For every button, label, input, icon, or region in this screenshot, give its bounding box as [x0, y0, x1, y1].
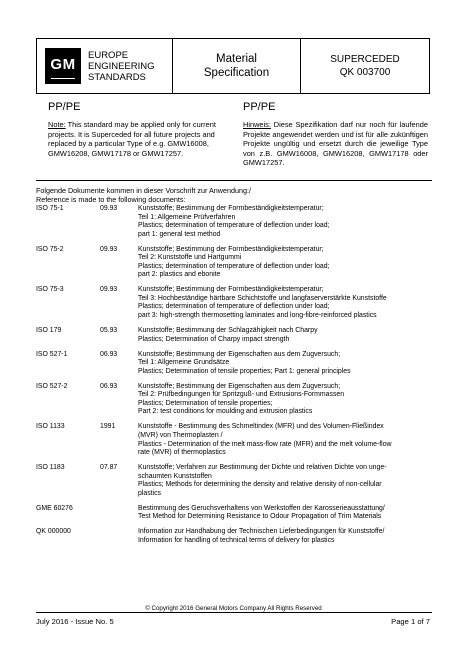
issue-info: July 2016 - Issue No. 5 [36, 617, 114, 626]
document-date: 09.93 [100, 286, 118, 294]
header-status-cell [301, 39, 429, 93]
document-description [138, 286, 436, 320]
document-date: 1991 [100, 423, 116, 431]
description-line: schaumten Kunststoffen [138, 472, 212, 480]
document-date: 09.93 [100, 245, 118, 253]
description-line: Plastics; determination of temperature of deflection under load; [138, 262, 330, 270]
description-line: plastics [138, 489, 161, 497]
title-line: Material [216, 53, 257, 65]
description-line: Plastics; Determination of tensile properties; [138, 399, 273, 407]
document-row [36, 246, 436, 280]
description-line: part 3: high-strength thermosetting laminates and long-fibre-reinforced plastics [138, 312, 377, 320]
divider [36, 180, 432, 181]
reference-documents-list [36, 205, 436, 552]
document-date [100, 528, 138, 545]
description-line: part 2: plastics and ebonite [138, 271, 221, 279]
document-description [138, 351, 436, 377]
document-description [138, 528, 436, 545]
document-date: 06.93 [100, 350, 118, 358]
description-line: Teil 1: Allgemeine Prüfverfahren [138, 213, 236, 221]
document-date: 07.87 [100, 464, 118, 472]
document-description [138, 464, 436, 498]
description-line: Kunststoffe; Bestimmung der Formbeständigkeitstemperatur; [138, 205, 324, 212]
description-line: rate (MVR) of thermoplastics [138, 449, 226, 457]
description-line: Kunststoffe - Bestimmung des Schmeltindex (MFR) und des Volumen-Fließindex [138, 423, 384, 431]
description-line: Plastics; Methods for determining the density and relative density of non-cellular [138, 481, 382, 489]
description-line: Information zur Handhabung der Technischen Lieferbedingungen für Kunststoffe/ [138, 528, 385, 536]
document-description [138, 383, 436, 417]
header-box [36, 38, 430, 94]
gm-logo: GM [45, 48, 81, 84]
document-code: GME 60276 [36, 504, 73, 512]
document-row [36, 383, 436, 417]
description-line: Teil 3: Hochbeständige härtbare Schichtstoffe und langfaserverstärkte Kunststoffe [138, 294, 387, 302]
description-line: Plastics; Determination of Charpy impact strength [138, 335, 290, 343]
document-code: ISO 179 [36, 327, 62, 335]
description-line: Kunststoffe; Bestimmung der Eigenschaften aus dem Zugversuch; [138, 350, 341, 358]
intro-line: Folgende Dokumente kommen in dieser Vorschrift zur Anwendung:/ [36, 186, 251, 195]
description-line: Bestimmung des Geruchsverhaltens von Werkstoffen der Karosserieausstattung/ [138, 504, 385, 512]
description-line: Plastics - Determination of the melt mass-flow rate (MFR) and the melt volume-flow [138, 440, 392, 448]
document-code: ISO 75-1 [36, 205, 64, 212]
header-title-cell [173, 39, 301, 93]
note-en [48, 120, 220, 158]
description-line: Kunststoffe; Bestimmung der Eigenschaften aus dem Zugversuch; [138, 382, 341, 390]
description-line: Kunststoffe; Bestimmung der Schlagzähigkeit nach Charpy [138, 327, 318, 335]
note-text: This standard may be applied only for current projects. It is Superceded for all future projects and replaced by a particular Type of e.g. GMW16008, GMW16208, GMW17178 or GMW17257. [48, 120, 216, 158]
document-row [36, 205, 436, 239]
reference-intro [36, 186, 251, 205]
document-code: ISO 1183 [36, 464, 65, 472]
document-row [36, 528, 436, 545]
document-description [138, 327, 436, 344]
org-line: STANDARDS [88, 71, 146, 83]
description-line: Plastics; determination of temperature of deflection under load; [138, 222, 330, 230]
document-row [36, 505, 436, 522]
document-description [138, 246, 436, 280]
document-row [36, 327, 436, 344]
document-row [36, 351, 436, 377]
description-line: Kunststoffe; Verfahren zur Bestimmung der Dichte und relativen Dichte von unge- [138, 464, 387, 472]
description-line: Test Method for Determining Resistance to Odour Propagation of Trim Materials [138, 513, 382, 521]
note-label: Note: [48, 120, 66, 129]
document-code: ISO 527-1 [36, 350, 68, 358]
header-org-cell [37, 39, 173, 93]
description-line: Teil 1: Allgemeine Grundsätze [138, 359, 230, 367]
document-date: 05.93 [100, 327, 118, 335]
document-code: ISO 75-2 [36, 245, 64, 253]
document-row [36, 423, 436, 457]
document-description [138, 205, 436, 239]
document-date: 06.93 [100, 382, 118, 390]
description-line: Teil 2: Kunststoffe und Hartgummi [138, 254, 242, 262]
org-name [88, 50, 155, 83]
copyright: © Copyright 2016 General Motors Company All Rights Reserved [145, 605, 322, 612]
status-line: QK 003700 [339, 67, 391, 78]
document-row [36, 464, 436, 498]
org-line: EUROPE [88, 49, 129, 61]
note-de [243, 120, 428, 168]
description-line: Kunststoffe; Bestimmung der Formbeständigkeitstemperatur; [138, 286, 324, 294]
description-line: part 1: general test method [138, 230, 221, 238]
status-line: SUPERCEDED [330, 54, 400, 65]
material-code-de: PP/PE [243, 101, 276, 113]
description-line: Information for handling of technical terms of delivery for plastics [138, 537, 335, 544]
document-code: ISO 527-2 [36, 382, 68, 390]
note-label: Hinweis: [243, 120, 271, 129]
page-number: Page 1 of 7 [391, 617, 430, 626]
document-row [36, 286, 436, 320]
org-line: ENGINEERING [88, 60, 155, 72]
document-code: ISO 75-3 [36, 286, 64, 294]
document-code: ISO 1133 [36, 423, 65, 431]
description-line: Kunststoffe; Bestimmung der Formbeständigkeitstemperatur; [138, 245, 324, 253]
description-line: Plastics; determination of temperature of deflection under load; [138, 303, 330, 311]
document-date [100, 505, 138, 522]
document-date: 09.93 [100, 205, 118, 212]
description-line: (MVR) von Thermoplasten / [138, 432, 223, 440]
document-description [138, 423, 436, 457]
description-line: Plastics; Determination of tensile properties; Part 1: general principles [138, 367, 351, 375]
intro-line: Reference is made to the following documents: [36, 195, 186, 205]
footer-divider [36, 612, 432, 613]
title-line: Specification [203, 67, 270, 79]
material-code-en: PP/PE [48, 101, 81, 113]
description-line: Part 2: test conditions for moulding and extrusion plastics [138, 408, 313, 416]
note-text: Diese Spezifikation darf nur noch für laufende Projekte angewendet werden und ist für alle zukünftigen Projekte ungültig und ersetzt durch die jeweilige Type von z.B. GMW16008, GMW16208, GMW17178 oder GMW17257. [243, 120, 428, 168]
description-line: Teil 2: Prüfbedingungen für Spritzguß- und Extrusions-Formmassen [138, 391, 345, 399]
document-code: QK 000000 [36, 528, 71, 536]
document-description [138, 505, 436, 522]
